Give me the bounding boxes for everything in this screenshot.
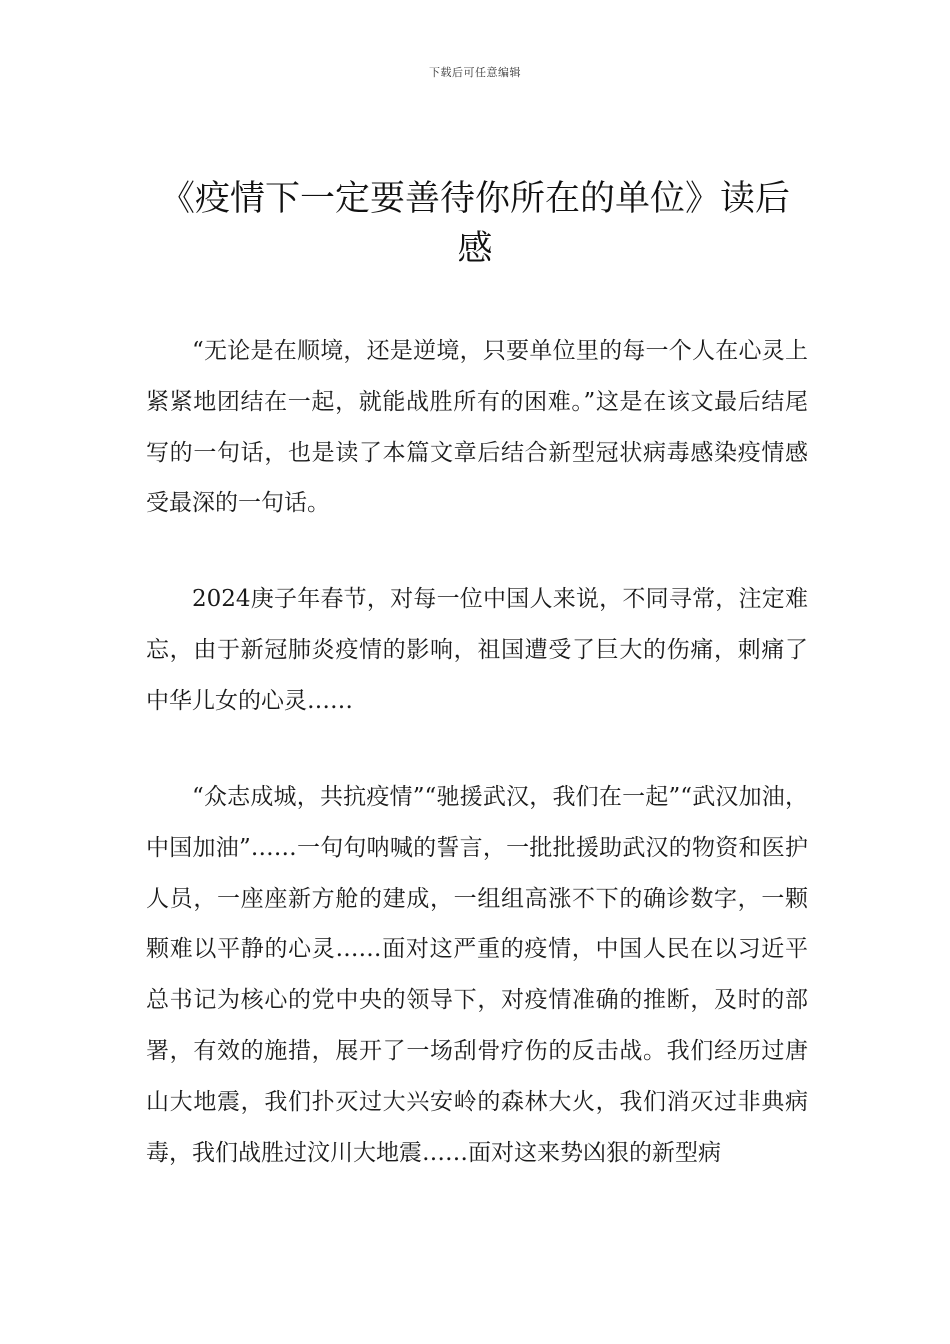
paragraph-1: “无论是在顺境，还是逆境，只要单位里的每一个人在心灵上紧紧地团结在一起，就能战胜所有的困难。”这是在该文最后结尾写的一句话，也是读了本篇文章后结合新型冠状病毒感染疫情感受最深的一句话。 bbox=[146, 338, 808, 517]
document-title: 《疫情下一定要善待你所在的单位》读后感 bbox=[159, 179, 790, 269]
page-header-note: 下载后可任意编辑 bbox=[429, 66, 521, 79]
paragraph-3: “众志成城，共抗疫情”“驰援武汉，我们在一起”“武汉加油，中国加油”……一句句呐喊的誓言，一批批援助武汉的物资和医护人员，一座座新方舱的建成，一组组高涨不下的确诊数字，一颗颗难以平静的心灵……面对这严重的疫情，中国人民在以习近平总书记为核心的党中央的领导下，对疫情准确的推断，及时的部署，有效的施措，展开了一场刮骨疗伤的反击战。我们经历过唐山大地震，我们扑灭过大兴安岭的森林大火，我们消灭过非典病毒，我们战胜过汶川大地震……面对这来势凶狠的新型病 bbox=[146, 784, 808, 1166]
paragraph-2: 2024庚子年春节，对每一位中国人来说，不同寻常，注定难忘，由于新冠肺炎疫情的影响，祖国遭受了巨大的伤痛，刺痛了中华儿女的心灵…… bbox=[146, 586, 808, 714]
